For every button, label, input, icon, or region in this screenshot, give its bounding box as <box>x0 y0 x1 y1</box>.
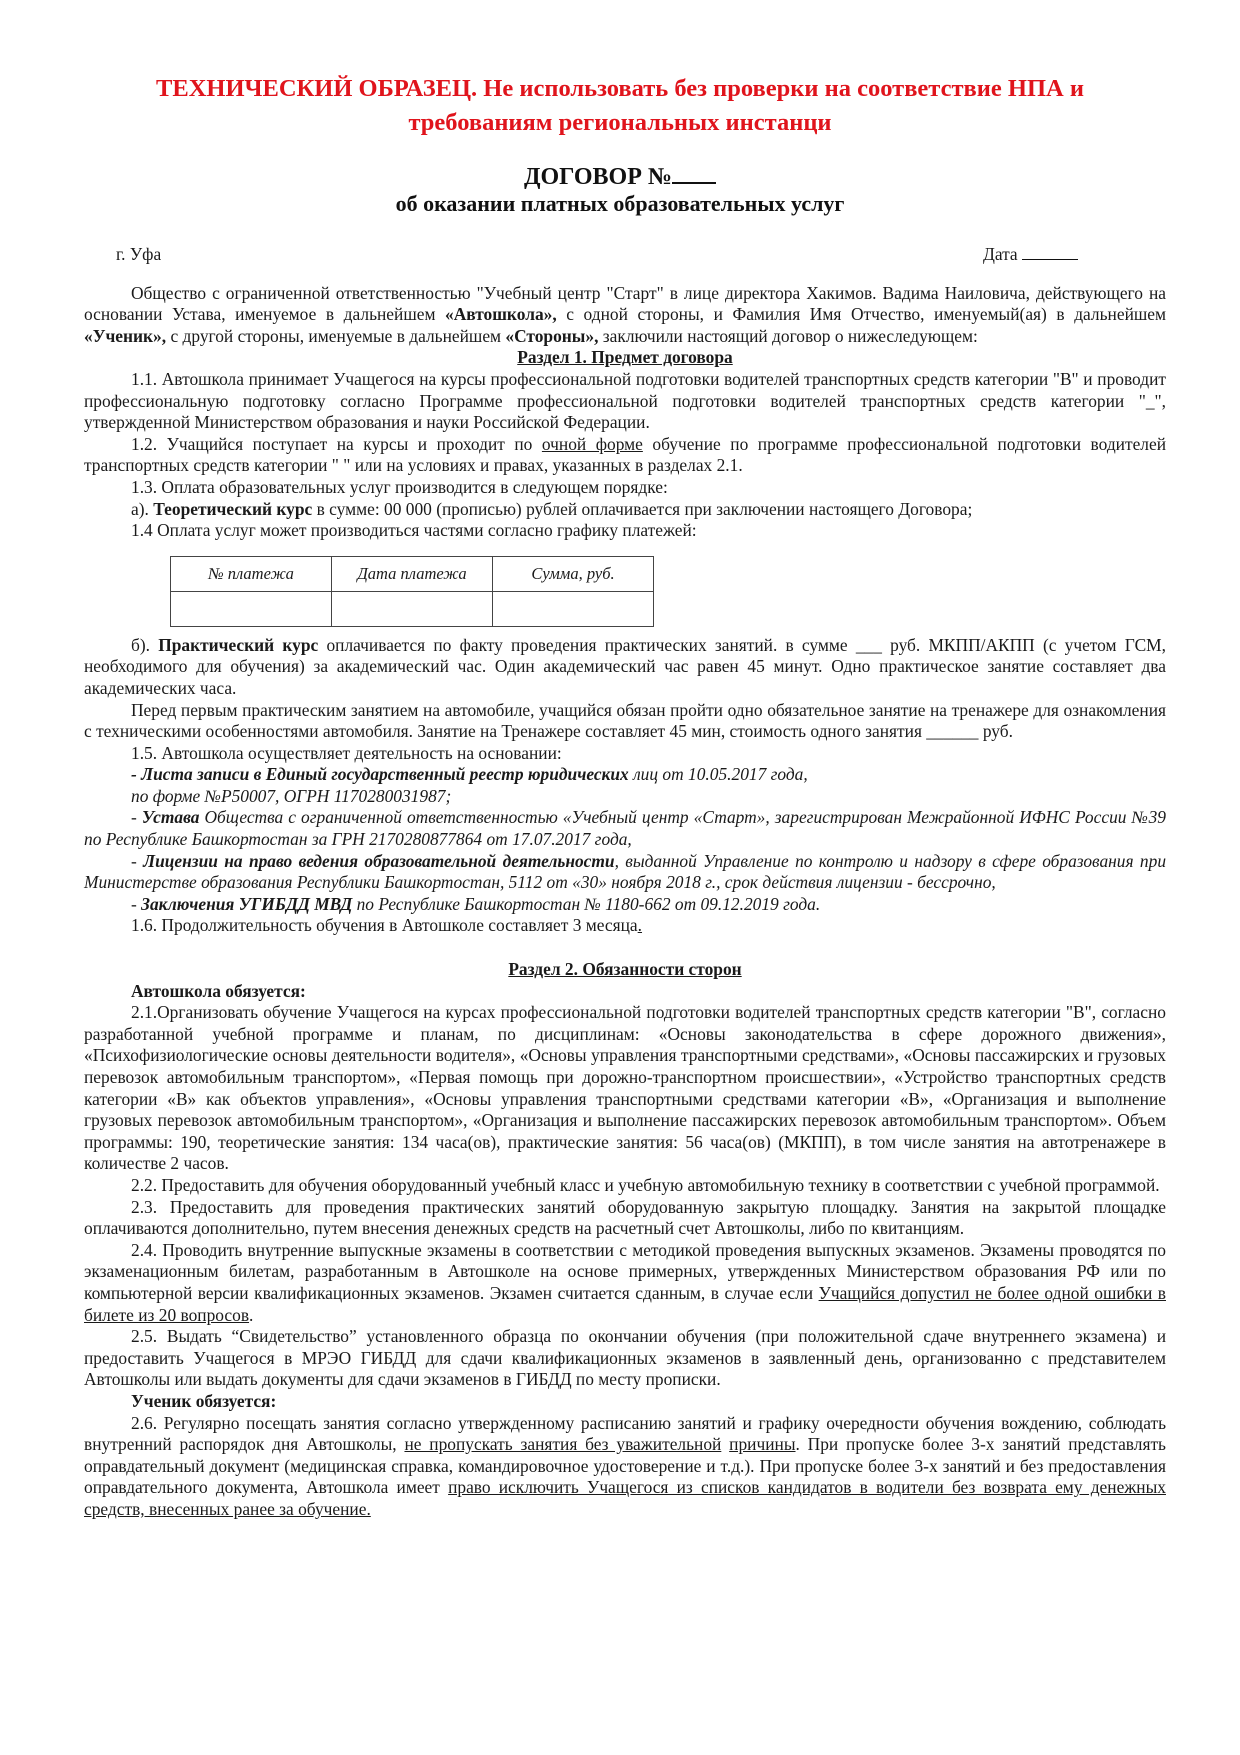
clause-1-3: 1.3. Оплата образовательных услуг производится в следующем порядке: <box>131 476 668 497</box>
contract-number-blank <box>672 162 716 184</box>
basis-charter: - Устава Общества с ограниченной ответственностью «Учебный центр «Старт», зарегистрирован Межрайонной ИФНС России №39 по Республике Башкортостан за ГРН 2170280877864 от 17.07.2017 года, <box>84 807 1166 850</box>
clause-2-6: 2.6. Регулярно посещать занятия согласно утвержденному расписанию занятий и графику очередности обучения вождению, соблюдать внутренний распорядок дня Автошколы, не пропускать занятия без уважительной причины. При пропуске более 3-х занятий представлять оправдательный документ (медицинская справка, командировочное удостоверение и т.д.). При пропуске более 3-х занятий и без предоставления оправдательного документа, Автошкола имеет право исключить Учащегося из списков кандидатов в водители без возврата ему денежных средств, внесенных ранее за обучение. <box>84 1412 1166 1519</box>
warning-banner <box>100 72 1140 140</box>
contract-title-text: ДОГОВОР № <box>524 164 672 190</box>
warning-line-2: требованиям региональных инстанци <box>408 109 832 136</box>
clause-1-4: 1.4 Оплата услуг может производиться частями согласно графику платежей: <box>131 520 697 541</box>
table-header-row <box>171 556 654 591</box>
spacer <box>84 937 1166 959</box>
basis-license: - Лицензии на право ведения образовательной деятельности, выданной Управление по контролю и надзору в сфере образования при Министерстве образования Республики Башкортостан, 5112 от «30» ноября 2018 г., срок действия лицензии - бессрочно, <box>84 850 1167 893</box>
clause-1-3-b: б). Практический курс оплачивается по факту проведения практических занятий. в сумме ___ руб. МКПП/АКПП (с учетом ГСМ, необходимого для обучения) за академический час. Один академический час равен 45 минут. Одно практическое занятие составляет два академических часа. <box>84 634 1166 698</box>
student-obligations-heading: Ученик обязуется: <box>131 1390 277 1411</box>
date-blank <box>1022 245 1078 260</box>
clause-1-1: 1.1. Автошкола принимает Учащегося на курсы профессиональной подготовки водителей транспортных средств категории "В" и проводит профессиональную подготовку согласно Программе профессиональной подготовки водителей транспортных средств категории "_", утвержденной Министерством образования и науки Российской Федерации. <box>84 368 1166 433</box>
clause-2-3: 2.3. Предоставить для проведения практических занятий оборудованную закрытую площадку. Занятия на закрытой площадке оплачиваются дополнительно, путем внесения денежных средств на расчетный счет Автошколы, либо по квитанциям. <box>84 1196 1166 1239</box>
table-row <box>171 591 654 626</box>
basis-egrul-form: по форме №Р50007, ОГРН 1170280031987; <box>131 785 452 806</box>
cell-payment-number[interactable] <box>171 591 332 626</box>
clause-1-5: 1.5. Автошкола осуществляет деятельность на основании: <box>131 742 562 763</box>
header-payment-date: Дата платежа <box>332 556 493 591</box>
clause-2-4: 2.4. Проводить внутренние выпускные экзамены в соответствии с методикой проведения выпускных экзаменов. Экзамены проводятся по экзаменационным билетам, разработанным в Автошколе на основе примерных, утвержденных Министерством образования РФ или по компьютерной версии квалификационных экзаменов. Экзамен считается сданным, в случае если Учащийся допустил не более одной ошибки в билете из 20 вопросов. <box>84 1239 1166 1325</box>
trainer-clause: Перед первым практическим занятием на автомобиле, учащийся обязан пройти одно обязательное занятие на тренажере для ознакомления с техническими особенностями автомобиля. Занятие на Тренажере составляет 45 мин, стоимость одного занятия ______ руб. <box>84 699 1166 742</box>
section-1-title: Раздел 1. Предмет договора <box>517 347 733 368</box>
payment-schedule-table <box>170 556 654 627</box>
clause-1-2: 1.2. Учащийся поступает на курсы и проходит по очной форме обучение по программе профессиональной подготовки водителей транспортных средств категории " " или на условиях и правах, указанных в разделах 2.1. <box>84 433 1166 476</box>
header-payment-number: № платежа <box>171 556 332 591</box>
basis-gibdd-conclusion: - Заключения УГИБДД МВД по Республике Башкортостан № 1180-662 от 09.12.2019 года. <box>131 893 821 914</box>
document-body <box>84 244 1166 1520</box>
clause-1-3-a: а). Теоретический курс в сумме: 00 000 (прописью) рублей оплачивается при заключении настоящего Договора; <box>131 498 973 519</box>
basis-egrul: - Листа записи в Единый государственный реестр юридических лиц от 10.05.2017 года, <box>131 764 808 785</box>
school-obligations-heading: Автошкола обязуется: <box>131 980 306 1001</box>
cell-payment-amount[interactable] <box>493 591 654 626</box>
warning-line-1: ТЕХНИЧЕСКИЙ ОБРАЗЕЦ. Не использовать без проверки на соответствие НПА и <box>156 75 1084 102</box>
cell-payment-date[interactable] <box>332 591 493 626</box>
contract-subtitle: об оказании платных образовательных услуг <box>395 191 845 216</box>
city-date-row <box>84 244 1166 266</box>
section-2-title: Раздел 2. Обязанности сторон <box>508 959 742 980</box>
clause-2-2: 2.2. Предоставить для обучения оборудованный учебный класс и учебную автомобильную технику в соответствии с учебной программой. <box>131 1174 1160 1195</box>
date-field: Дата <box>983 244 1078 266</box>
header-payment-amount: Сумма, руб. <box>493 556 654 591</box>
clause-1-6: 1.6. Продолжительность обучения в Автошколе составляет 3 месяца. <box>131 915 643 936</box>
city: г. Уфа <box>116 244 162 264</box>
preamble: Общество с ограниченной ответственностью "Учебный центр "Старт" в лице директора Хакимов. Вадима Наиловича, действующего на основании Устава, именуемое в дальнейшем «Автошкола», с одной стороны, и Фамилия Имя Отчество, именуемый(ая) в дальнейшем «Ученик», с другой стороны, именуемые в дальнейшем «Стороны», заключили настоящий договор о нижеследующем: <box>84 282 1166 346</box>
clause-2-1: 2.1.Организовать обучение Учащегося на курсах профессиональной подготовки водителей транспортных средств категории "В", согласно разработанной учебной программе и планам, по дисциплинам: «Основы законодательства в сфере дорожного движения», «Психофизиологические основы деятельности водителя», «Основы управления транспортными средствами», «Основы пассажирских и грузовых перевозок автомобильным транспортом», «Первая помощь при дорожно-транспортном происшествии», «Устройство транспортных средств категории «В» как объектов управления», «Основы управления транспортными средствами категории «В», «Организация и выполнение грузовых перевозок автомобильным транспортом», «Организация и выполнение пассажирских перевозок автомобильным транспортом». Объем программы: 190, теоретические занятия: 134 часа(ов), практические занятия: 56 часа(ов) (МКПП), в том числе занятия на автотренажере в количестве 2 часов. <box>84 1002 1166 1174</box>
contract-title <box>0 162 1240 191</box>
clause-2-5: 2.5. Выдать “Свидетельство” установленного образца по окончании обучения (при положительной сдаче внутреннего экзамена) и предоставить Учащегося в МРЭО ГИБДД для сдачи квалификационных экзаменов в заявленный день, организованно с представителем Автошколы или выдать документы для сдачи экзаменов в ГИБДД по месту прописки. <box>84 1326 1166 1390</box>
